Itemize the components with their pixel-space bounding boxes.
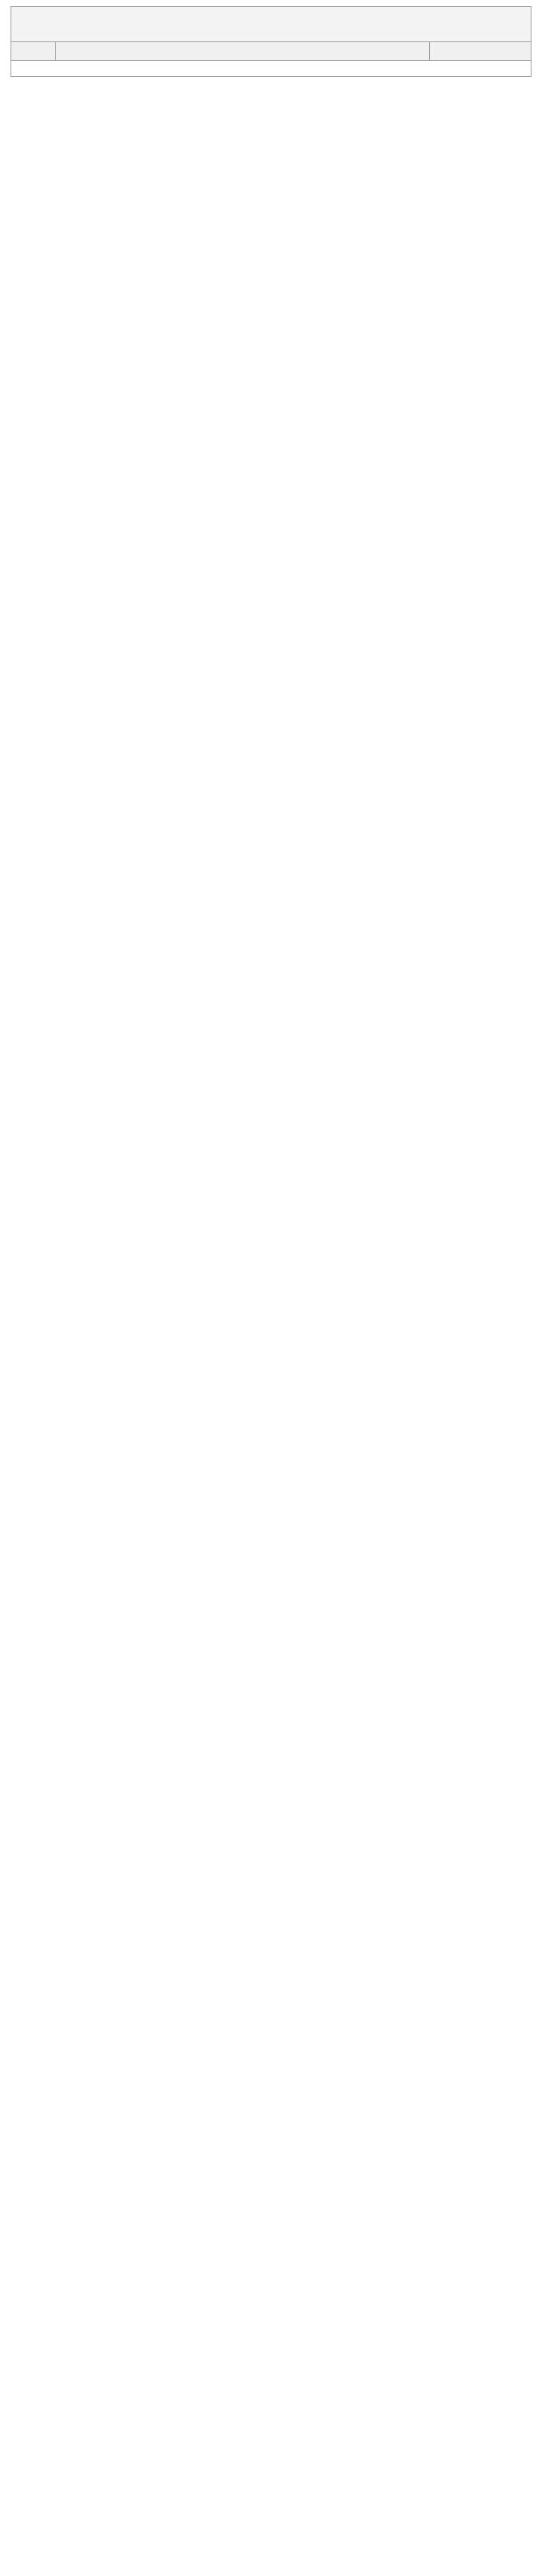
footer xyxy=(524,2563,528,2571)
chapter-note xyxy=(11,61,531,77)
page-title xyxy=(11,6,531,42)
table-header xyxy=(11,42,531,61)
guide-page xyxy=(0,6,542,2576)
header-unlock xyxy=(430,42,529,60)
header-option xyxy=(56,42,430,60)
header-id xyxy=(11,42,56,60)
